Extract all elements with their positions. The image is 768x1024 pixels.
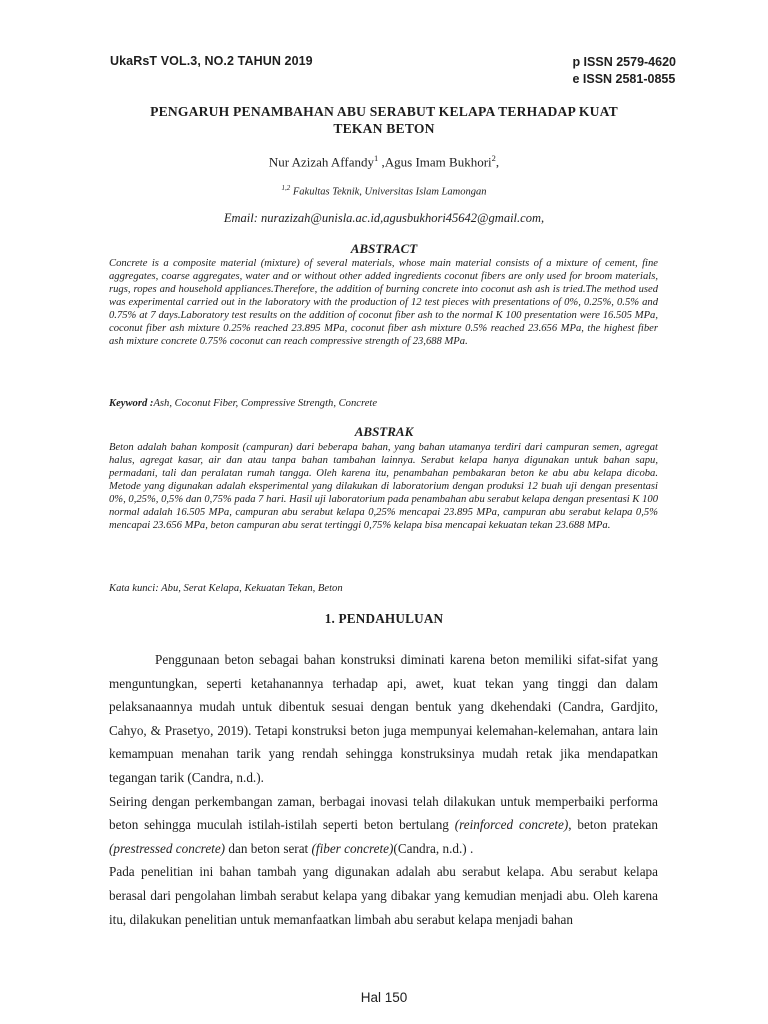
author-name: Nur Azizah Affandy xyxy=(268,154,375,170)
term-italic: (fiber concrete) xyxy=(311,840,394,856)
paragraph-text: Seiring dengan perkembangan zaman, berbagai inovasi telah dilakukan untuk memperbaiki performa beton sehingga muculah istilah-istilah seperti beton bertulang xyxy=(109,793,658,833)
abstrak-heading: ABSTRAK xyxy=(354,424,414,439)
issn-block xyxy=(572,54,676,88)
paragraph: Pada penelitian ini bahan tambah yang digunakan adalah abu serabut kelapa. Abu serabut kelapa berasal dari pengolahan limbah serabut kelapa yang dibakar yang kemudian menjadi abu. Oleh karena itu, dilakukan penelitian untuk memanfaatkan limbah abu serabut kelapa menjadi bahan xyxy=(109,864,658,927)
journal-header xyxy=(110,54,676,88)
author-affiliation-mark: 2 xyxy=(491,153,496,163)
author-affiliation-mark: 1 xyxy=(374,153,379,163)
author-list-trailing: , xyxy=(495,154,500,170)
title-line-2: TEKAN BETON xyxy=(333,121,435,136)
author-list xyxy=(0,153,768,170)
paper-title xyxy=(100,103,668,137)
paragraph-text: dan beton serat xyxy=(225,840,312,856)
affiliation-mark: 1,2 xyxy=(281,184,291,192)
citation: (Candra, n.d.) . xyxy=(393,840,474,856)
affiliation-text: Fakultas Teknik, Universitas Islam Lamongan xyxy=(290,186,487,198)
keyword-list: Ash, Coconut Fiber, Compressive Strength, Concrete xyxy=(153,398,378,409)
abstract-keywords xyxy=(109,398,658,409)
print-issn: p ISSN 2579-4620 xyxy=(572,55,676,69)
introduction-body xyxy=(109,648,658,931)
abstrak-body: Beton adalah bahan komposit (campuran) dari beberapa bahan, yang bahan utamanya terdiri dari campuran semen, agregat halus, agregat kasar, air dan atau tanpa bahan tambahan lainnya. Serabut kelapa hanya digunakan untuk bahan sapu, permadani, tali dan peralatan rumah tangga. Oleh karena itu, penambahan pembakaran beton ke abu abu kelapa dicoba. Metode yang digunakan adalah eksperimental yang dilakukan di laboratorium dengan produksi 12 buah uji dengan presentasi 0%, 0,25%, 0,5% dan 0,75% pada 7 hari. Hasil uji laboratorium pada penambahan abu serabut kelapa dengan presentasi K 100 normal adalah 16.505 MPa, campuran abu serabut kelapa 0,25% mencapai 23.895 MPa, campuran abu serabut kelapa 0,5% mencapai 23.656 MPa, beton campuran abu serat tertinggi 0,75% kelapa bisa mencapai kekuatan tekan 23.688 MPa. xyxy=(109,442,658,531)
title-line-1: PENGARUH PENAMBAHAN ABU SERABUT KELAPA TERHADAP KUAT xyxy=(150,104,618,119)
term-italic: (reinforced concrete) xyxy=(454,817,569,833)
author-email: Email: nurazizah@unisla.ac.id,agusbukhori45642@gmail.com, xyxy=(223,211,545,225)
abstract-body: Concrete is a composite material (mixture) of several materials, whose main material consists of a mixture of cement, fine aggregates, coarse aggregates, water and or without other added ingredients coconut fibers are only used for broom materials, rugs, ropes and household appliances.Therefore, the addition of burning concrete into coconut ash ash is tried.The method used was experimental carried out in the laboratory with the production of 12 test pieces with presentations of 0%, 0.25%, 0.5% and 0.75% at 7 days.Laboratory test results on the addition of coconut fiber ash to the normal K 100 presentation were 16.505 MPa, coconut fiber ash mixture 0.25% reached 23.895 MPa, coconut fiber ash mixture 0.5% reached 23.656 MPa, the highest fiber ash mixture concrete 0.75% coconut can reach compressive strength of 23,688 MPa. xyxy=(109,258,658,347)
section-heading-pendahuluan: 1. PENDAHULUAN xyxy=(324,611,444,626)
paragraph xyxy=(109,790,658,861)
term-italic: (prestressed concrete) xyxy=(109,840,226,856)
paragraph-text: , beton pratekan xyxy=(568,817,658,833)
page-number: Hal 150 xyxy=(360,990,408,1005)
paragraph: Penggunaan beton sebagai bahan konstruksi diminati karena beton memiliki sifat-sifat yang menguntungkan, seperti ketahanannya terhadap api, awet, kuat tekan yang tinggi dan dalam pelaksanaannya mudah untuk dibentuk sesuai dengan bentuk yang dkehendaki (Candra, Gardjito, Cahyo, & Prasetyo, 2019). Tetapi konstruksi beton juga mempunyai kelemahan-kelemahan, antara lain kemampuan menahan tarik yang rendah sehingga konstruksinya mudah retak jika mendapatkan tegangan tarik (Candra, n.d.). xyxy=(109,652,658,785)
journal-volume: UkaRsT VOL.3, NO.2 TAHUN 2019 xyxy=(110,54,313,68)
affiliation xyxy=(0,184,768,198)
abstrak-keywords: Kata kunci: Abu, Serat Kelapa, Kekuatan Tekan, Beton xyxy=(109,583,343,594)
author-name: ,Agus Imam Bukhori xyxy=(378,154,492,170)
keyword-label: Keyword : xyxy=(109,398,154,409)
abstract-heading: ABSTRACT xyxy=(350,241,418,256)
electronic-issn: e ISSN 2581-0855 xyxy=(572,72,676,86)
